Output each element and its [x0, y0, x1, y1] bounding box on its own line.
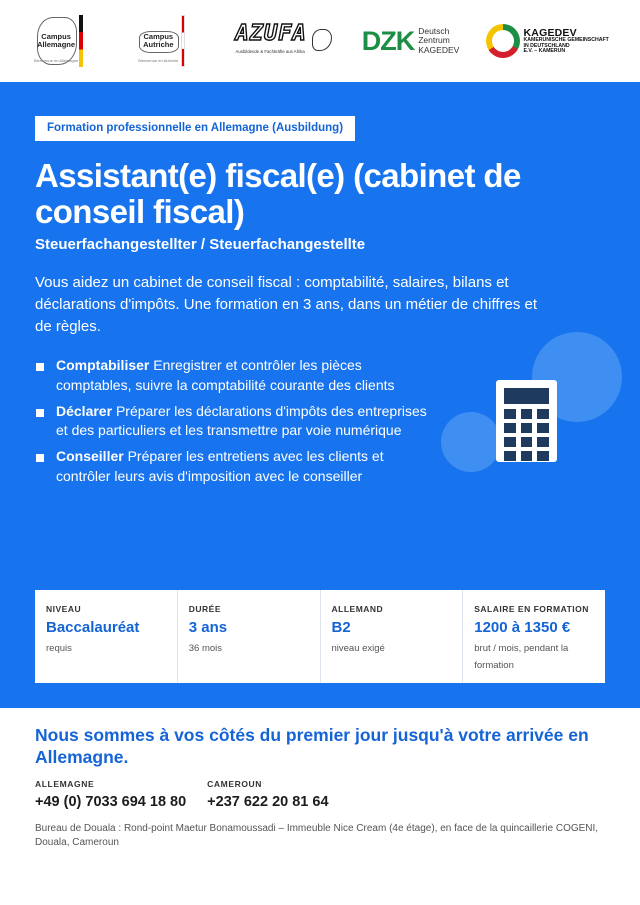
fact-german: [320, 590, 463, 683]
phone-germany: [35, 779, 186, 810]
phone-numbers: [35, 779, 329, 810]
fact-level: [35, 590, 177, 683]
task-item: [35, 402, 430, 441]
phone-number[interactable]: +49 (0) 7033 694 18 80: [35, 794, 187, 810]
calculator-icon: [496, 380, 557, 462]
dzk-line-3: KAGEDEV: [418, 44, 460, 55]
page-subtitle: Steuerfachangestellter / Steuerfachangestellte: [35, 236, 366, 253]
kagedev-text: [524, 28, 609, 54]
fact-value: B2: [331, 619, 351, 636]
dzk-text: [418, 27, 459, 55]
austrian-flag-icon: [181, 15, 185, 67]
fact-value: Baccalauréat: [46, 619, 140, 636]
fact-note: 36 mois: [188, 643, 223, 654]
campus-allemagne-logo: [31, 11, 107, 71]
task-title: Conseiller: [56, 448, 124, 464]
partner-logos: [0, 0, 640, 82]
hero-section: [0, 82, 640, 708]
dzk-mark: DZK: [361, 25, 415, 56]
page-title: Assistant(e) fiscal(e) (cabinet de conseil fiscal): [35, 157, 521, 230]
key-facts-table: [35, 590, 605, 683]
fact-label: DURÉE: [188, 604, 222, 614]
task-text: Préparer les déclarations d'impôts des entreprises et des particuliers et les transmettre par voie numérique: [56, 402, 427, 438]
azufa-tagline: Ausbildende & Fachkräfte aus Afrika: [235, 49, 305, 54]
kagedev-emblem-icon: [486, 24, 520, 58]
fact-note: niveau exigé: [331, 643, 385, 654]
campus-autriche-tagline: Bienvenue en Autriche: [138, 58, 179, 63]
campus-autriche-logo: [133, 11, 209, 71]
fact-value: 3 ans: [188, 619, 228, 636]
kagedev-line-1: KAMERUNISCHE GEMEINSCHAFT: [523, 37, 609, 44]
fact-salary: [462, 590, 605, 683]
kagedev-line-3: E.V. – KAMERUN: [523, 47, 566, 54]
fact-label: ALLEMAND: [331, 604, 384, 614]
task-title: Comptabiliser: [56, 357, 150, 373]
calculator-keys: [504, 409, 549, 461]
contact-headline: Nous sommes à vos côtés du premier jour jusqu'à votre arrivée en Allemagne.: [35, 725, 589, 767]
bullet-icon: [36, 363, 44, 371]
task-item: [35, 447, 430, 486]
dzk-logo: [362, 26, 460, 57]
azufa-logo: [236, 21, 336, 61]
task-title: Déclarer: [56, 402, 113, 419]
bullet-icon: [36, 454, 44, 462]
africa-map-icon: [312, 29, 332, 51]
task-text: Préparer les entretiens avec les clients et contrôler leurs avis d'imposition avec le conseiller: [56, 448, 384, 484]
campus-allemagne-name: Campus Allemagne: [37, 32, 76, 49]
bullet-icon: [36, 409, 44, 417]
fact-duration: [177, 590, 320, 683]
kagedev-line-2: IN DEUTSCHLAND: [523, 42, 570, 49]
task-list: [35, 356, 430, 493]
task-text: Enregistrer et contrôler les pièces comptables, suivre la comptabilité courante des clients: [56, 357, 395, 393]
kagedev-name: KAGEDEV: [523, 26, 577, 39]
calculator-screen: [504, 388, 549, 404]
dzk-line-2: Zentrum: [418, 35, 450, 46]
office-address: Bureau de Douala : Rond-point Maetur Bonamoussadi – Immeuble Nice Cream (4e étage), en face de la quincaillerie COGENI, Douala, Cameroun: [35, 823, 599, 848]
fact-value: 1200 à 1350 €: [474, 619, 571, 636]
german-flag-icon: [79, 15, 83, 67]
kagedev-logo: [486, 24, 609, 58]
decorative-circle: [441, 412, 501, 472]
category-badge: Formation professionnelle en Allemagne (Ausbildung): [35, 116, 355, 141]
fact-note: requis: [46, 643, 72, 654]
phone-number[interactable]: +237 622 20 81 64: [207, 794, 329, 810]
phone-country: CAMEROUN: [207, 779, 263, 789]
dzk-line-1: Deutsch: [418, 26, 450, 37]
campus-autriche-name: Campus Autriche: [143, 32, 174, 49]
phone-country: ALLEMAGNE: [35, 779, 95, 789]
phone-cameroon: [207, 779, 328, 810]
fact-label: SALAIRE EN FORMATION: [474, 604, 589, 614]
fact-note: brut / mois, pendant la formation: [474, 643, 569, 671]
fact-label: NIVEAU: [46, 604, 82, 614]
task-item: [35, 356, 430, 395]
intro-text: Vous aidez un cabinet de conseil fiscal : comptabilité, salaires, bilans et déclarations d'impôts. Une formation en 3 ans, dans un métier de chiffres et de règles.: [35, 274, 538, 335]
campus-allemagne-tagline: Bienvenue en Allemagne: [33, 58, 79, 63]
azufa-name: AZUFA: [235, 21, 307, 46]
